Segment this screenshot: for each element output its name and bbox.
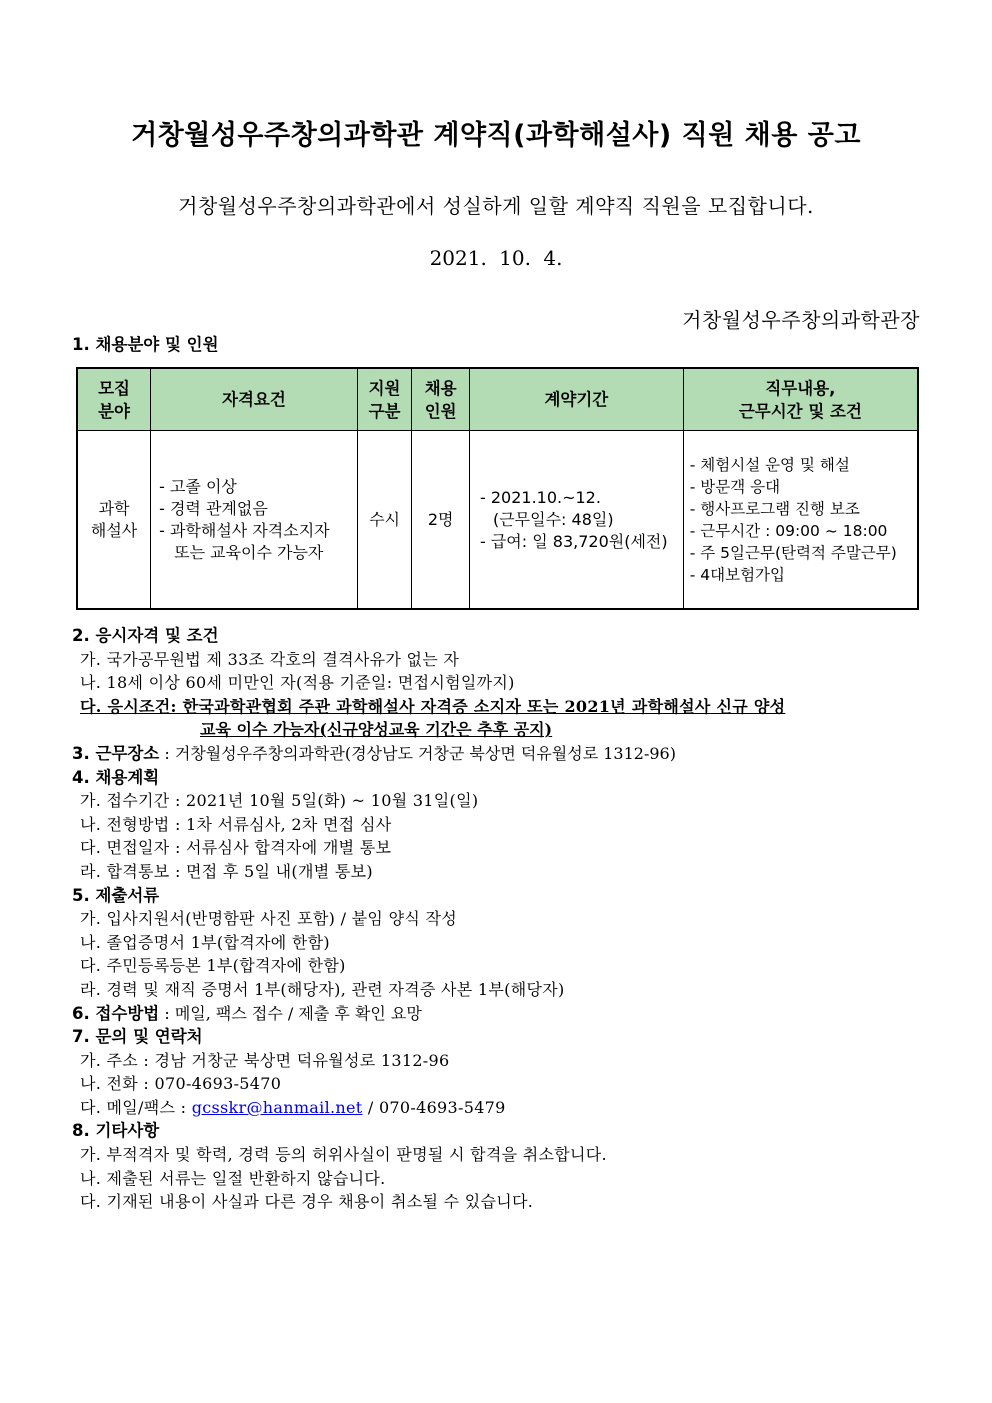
section-6 xyxy=(72,1002,932,1026)
cell-type: 수시 xyxy=(357,431,412,610)
cell-duty: - 체험시설 운영 및 해설 - 방문객 응대 - 행사프로그램 진행 보조 - 근무시간 : 09:00 ~ 18:00 - 주 5일근무(탄력적 주말근무) - 4대보험가입 xyxy=(683,431,918,610)
list-item: 나. 전형방법 : 1차 서류심사, 2차 면접 심사 xyxy=(80,814,392,834)
email-link[interactable]: gcsskr@hanmail.net xyxy=(191,1097,363,1117)
intro-text: 거창월성우주창의과학관에서 성실하게 일할 계약직 직원을 모집합니다. xyxy=(178,194,814,218)
header-field: 모집 분야 xyxy=(77,368,151,431)
condition-line-2: 교육 이수 가능자(신규양성교육 기간은 추후 공지) xyxy=(200,720,553,740)
list-item: 나. 제출된 서류는 일절 반환하지 않습니다. xyxy=(80,1168,386,1188)
section-7-heading: 7. 문의 및 연락처 xyxy=(72,1027,203,1047)
section-6-text: : 메일, 팩스 접수 / 제출 후 확인 요망 xyxy=(159,1003,422,1023)
header-type: 지원 구분 xyxy=(357,368,412,431)
condition-line-1: 다. 응시조건: 한국과학관협회 주관 과학해설사 자격증 소지자 또는 2021년 과학해설사 신규 양성 xyxy=(80,696,786,716)
list-item: 다. 기재된 내용이 사실과 다른 경우 채용이 취소될 수 있습니다. xyxy=(80,1192,534,1212)
list-item: 다. 주민등록등본 1부(합격자에 한함) xyxy=(80,956,346,976)
cell-field: 과학 해설사 xyxy=(77,431,151,610)
section-4-heading: 4. 채용계획 xyxy=(72,767,160,787)
section-8-heading: 8. 기타사항 xyxy=(72,1121,160,1141)
list-item: 가. 국가공무원법 제 33조 각호의 결격사유가 없는 자 xyxy=(80,649,460,669)
section-5-heading: 5. 제출서류 xyxy=(72,885,160,905)
section-1-heading: 1. 채용분야 및 인원 xyxy=(72,335,219,354)
header-duty: 직무내용, 근무시간 및 조건 xyxy=(683,368,918,431)
table-header-row xyxy=(77,368,918,431)
list-item: 나. 18세 이상 60세 미만인 자(적용 기준일: 면접시험일까지) xyxy=(80,673,515,693)
section-3-text: : 거창월성우주창의과학관(경상남도 거창군 북상면 덕유월성로 1312-96) xyxy=(159,743,676,763)
header-period: 계약기간 xyxy=(469,368,683,431)
cell-qualification: - 고졸 이상 - 경력 관계없음 - 과학해설사 자격소지자 또는 교육이수 가능자 xyxy=(151,431,358,610)
header-count: 채용 인원 xyxy=(412,368,470,431)
list-item: 가. 입사지원서(반명함판 사진 포함) / 붙임 양식 작성 xyxy=(80,909,457,929)
list-item: 가. 접수기간 : 2021년 10월 5일(화) ~ 10월 31일(일) xyxy=(80,791,479,811)
contact-mail-fax: 다. 메일/팩스 : gcsskr@hanmail.net / 070-4693-5479 xyxy=(80,1097,506,1117)
cell-count: 2명 xyxy=(412,431,470,610)
list-item: 다. 면접일자 : 서류심사 합격자에 개별 통보 xyxy=(80,838,392,858)
table-row xyxy=(77,431,918,610)
list-item: 가. 부적격자 및 학력, 경력 등의 허위사실이 판명될 시 합격을 취소합니다. xyxy=(80,1145,607,1165)
header-qualification: 자격요건 xyxy=(151,368,358,431)
section-3-heading: 3. 근무장소 xyxy=(72,743,160,763)
section-6-heading: 6. 접수방법 xyxy=(72,1003,160,1023)
list-item: 가. 주소 : 경남 거창군 북상면 덕유월성로 1312-96 xyxy=(80,1050,450,1070)
list-item: 라. 경력 및 재직 증명서 1부(해당자), 관련 자격증 사본 1부(해당자) xyxy=(80,979,565,999)
section-2-heading: 2. 응시자격 및 조건 xyxy=(72,626,219,645)
document-body xyxy=(72,624,932,1214)
cell-period: - 2021.10.~12. (근무일수: 48일) - 급여: 일 83,720원(세전) xyxy=(469,431,683,610)
announcement-date: 2021. 10. 4. xyxy=(429,246,563,270)
section-3 xyxy=(72,742,932,766)
issuer-name: 거창월성우주창의과학관장 xyxy=(682,308,920,332)
list-item: 나. 전화 : 070-4693-5470 xyxy=(80,1074,282,1094)
list-item: 나. 졸업증명서 1부(합격자에 한함) xyxy=(80,932,330,952)
document-title: 거창월성우주창의과학관 계약직(과학해설사) 직원 채용 공고 xyxy=(131,120,861,151)
list-item: 라. 합격통보 : 면접 후 5일 내(개별 통보) xyxy=(80,861,373,881)
recruitment-table xyxy=(76,367,919,610)
